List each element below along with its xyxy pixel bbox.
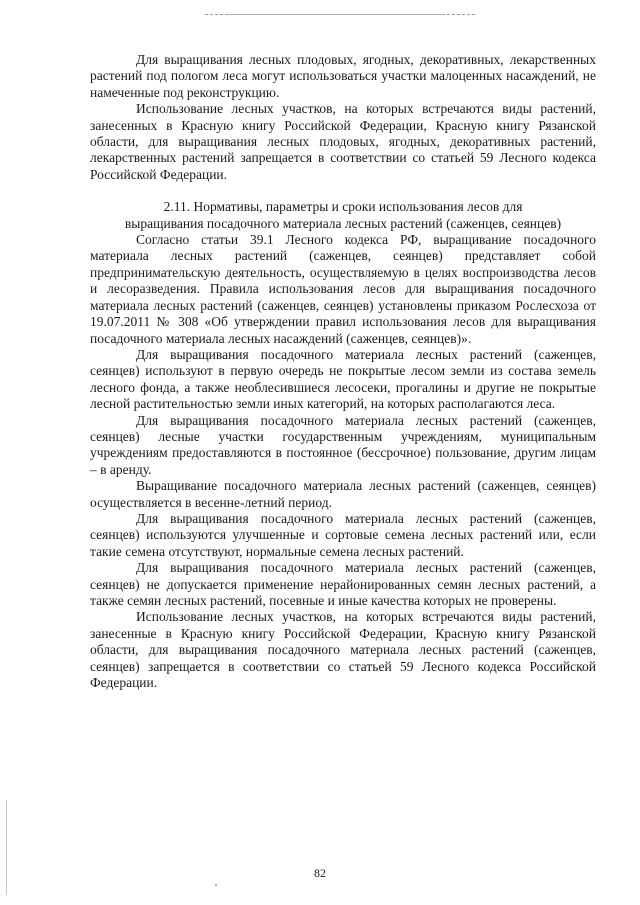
paragraph-red-book-restriction: Использование лесных участков, на которых встречаются виды растений, занесенных в Красную книгу Российской Федерации, Красную книгу Рязанской области, для выращивания лесных плодовых, ягодных, декоративных растений, лекарственных растений запрещается в соответствии со статьей 59 Лесного кодекса Российской Федерации. bbox=[90, 101, 596, 182]
paragraph-land-priority: Для выращивания посадочного материала лесных растений (саженцев, сеянцев) используют в первую очередь не покрытые лесом земли из состава земель лесного фонда, а также необлесившиеся лесосеки, прогалины и другие не покрытые лесной растительностью земли иных категорий, на которых располагаются леса. bbox=[90, 346, 596, 412]
paragraph-season: Выращивание посадочного материала лесных растений (саженцев, сеянцев) осуществляется в весенне-летний период. bbox=[90, 478, 596, 510]
scan-speck bbox=[215, 884, 217, 886]
document-body bbox=[90, 52, 596, 691]
paragraph-land-provision: Для выращивания посадочного материала лесных растений (саженцев, сеянцев) лесные участки государственным учреждениям, муниципальным учреждениям предоставляются в постоянное (бессрочное) пользование, другим лицам – в аренду. bbox=[90, 412, 596, 477]
paragraph-seeds-restriction: Для выращивания посадочного материала лесных растений (саженцев, сеянцев) не допускается применение нерайонированных семян лесных растений, а также семян лесных растений, посевные и иные качества которых не проверены. bbox=[90, 560, 596, 608]
page-number: 82 bbox=[314, 866, 326, 880]
section-heading-line-2: выращивания посадочного материала лесных растений (саженцев, сеянцев) bbox=[124, 215, 562, 231]
paragraph-seeds-used: Для выращивания посадочного материала лесных растений (саженцев, сеянцев) используются улучшенные и сортовые семена лесных растений или, если такие семена отсутствуют, нормальные семена лесных растений. bbox=[90, 510, 596, 559]
section-heading-line-1: 2.11. Нормативы, параметры и сроки использования лесов для bbox=[163, 199, 523, 215]
section-spacer bbox=[90, 183, 596, 199]
scan-top-line-solid bbox=[225, 14, 445, 15]
paragraph-red-book-seedlings: Использование лесных участков, на которых встречаются виды растений, занесенные в Красную книгу Российской Федерации, Красную книгу Рязанской области, для выращивания посадочного материала лесных растений (саженцев, сеянцев) запрещается в соответствии со статьей 59 Лесного кодекса Российской Федерации. bbox=[90, 609, 596, 691]
paragraph-article-39-1: Согласно статьи 39.1 Лесного кодекса РФ, выращивание посадочного материала лесных растений (саженцев, сеянцев) представляет собой предпринимательскую деятельность, осуществляемую в целях воспроизводства лесов и лесоразведения. Правила использования лесов для выращивания посадочного материала лесных растений (саженцев, сеянцев) установлены приказом Рослесхоза от 19.07.2011 № 308 «Об утверждении правил использования лесов для выращивания посадочного материала лесных насаждений (саженцев, сеянцев)». bbox=[90, 232, 596, 346]
paragraph-plant-growing: Для выращивания лесных плодовых, ягодных, декоративных, лекарственных растений под пологом леса могут использоваться участки малоценных насаждений, не намеченные под реконструкцию. bbox=[90, 52, 596, 100]
